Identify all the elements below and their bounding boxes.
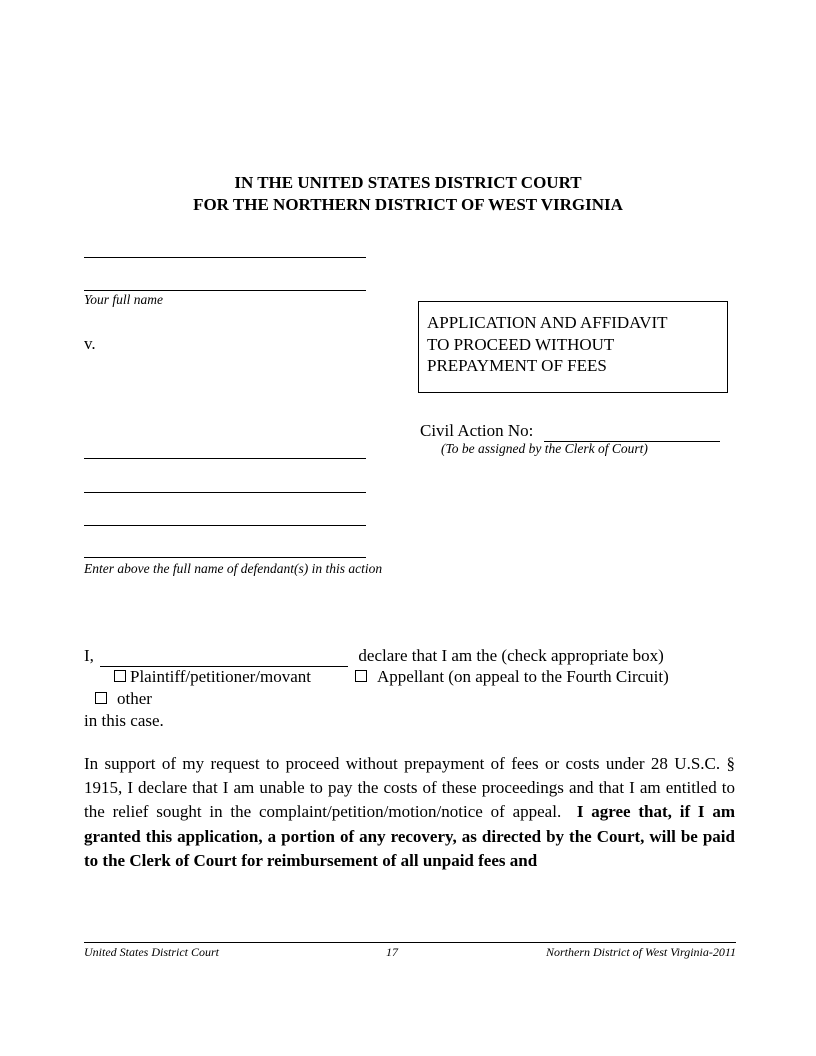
title-line-1: APPLICATION AND AFFIDAVIT (427, 313, 668, 332)
defendant-name-line-1[interactable] (84, 458, 366, 459)
plaintiff-name-caption: Your full name (84, 292, 164, 307)
civil-action-label: Civil Action No: (420, 421, 534, 440)
declaration-prefix: I, (84, 646, 94, 665)
option-other-label: other (117, 689, 152, 708)
checkbox-icon[interactable] (95, 692, 107, 704)
option-plaintiff-label: Plaintiff/petitioner/movant (130, 667, 311, 686)
civil-action-row (420, 421, 720, 442)
civil-action-number-field[interactable] (544, 421, 720, 442)
support-paragraph-regular: In support of my request to proceed without prepayment of fees or costs under 28 U.S.C. § 1915, I declare that I am unable to pay the costs of these proceedings and that I am entitled to the relief sought in the complaint/petition/motion/notice of appeal. (84, 754, 735, 822)
document-title-box (418, 301, 728, 393)
option-plaintiff[interactable] (114, 667, 311, 687)
checkbox-icon[interactable] (355, 670, 367, 682)
footer-rule (84, 942, 736, 943)
defendant-name-line-3[interactable] (84, 525, 366, 526)
checkbox-icon[interactable] (114, 670, 126, 682)
plaintiff-name-line-1[interactable] (84, 257, 366, 258)
declaration-suffix: declare that I am the (check appropriate box) (358, 646, 664, 665)
versus-label: v. (84, 334, 96, 353)
footer-right: Northern District of West Virginia-2011 (545, 945, 736, 959)
declarant-name-field[interactable] (100, 646, 348, 667)
civil-action-note: (To be assigned by the Clerk of Court) (441, 441, 648, 456)
declaration-line (84, 646, 664, 667)
defendants-caption: Enter above the full name of defendant(s) in this action (84, 561, 383, 576)
support-paragraph (84, 752, 735, 873)
footer-left: United States District Court (84, 945, 219, 959)
declaration-closing: in this case. (84, 711, 164, 730)
court-header-line-2: FOR THE NORTHERN DISTRICT OF WEST VIRGINIA (193, 195, 623, 214)
defendant-name-line-4[interactable] (84, 557, 366, 558)
option-appellant[interactable] (355, 667, 669, 687)
title-line-3: PREPAYMENT OF FEES (427, 356, 607, 375)
court-header-line-1: IN THE UNITED STATES DISTRICT COURT (234, 173, 582, 192)
footer-page-number: 17 (386, 945, 398, 959)
option-appellant-label: Appellant (on appeal to the Fourth Circuit) (377, 667, 669, 686)
option-other[interactable] (95, 689, 152, 709)
defendant-name-line-2[interactable] (84, 492, 366, 493)
support-paragraph-bold: I agree that, if I am granted this application, a portion of any recovery, as directed by the Court, will be paid to the Clerk of Court for reimbursement of all unpaid fees and (84, 802, 736, 870)
title-line-2: TO PROCEED WITHOUT (427, 334, 615, 354)
plaintiff-name-line-2[interactable] (84, 290, 366, 291)
